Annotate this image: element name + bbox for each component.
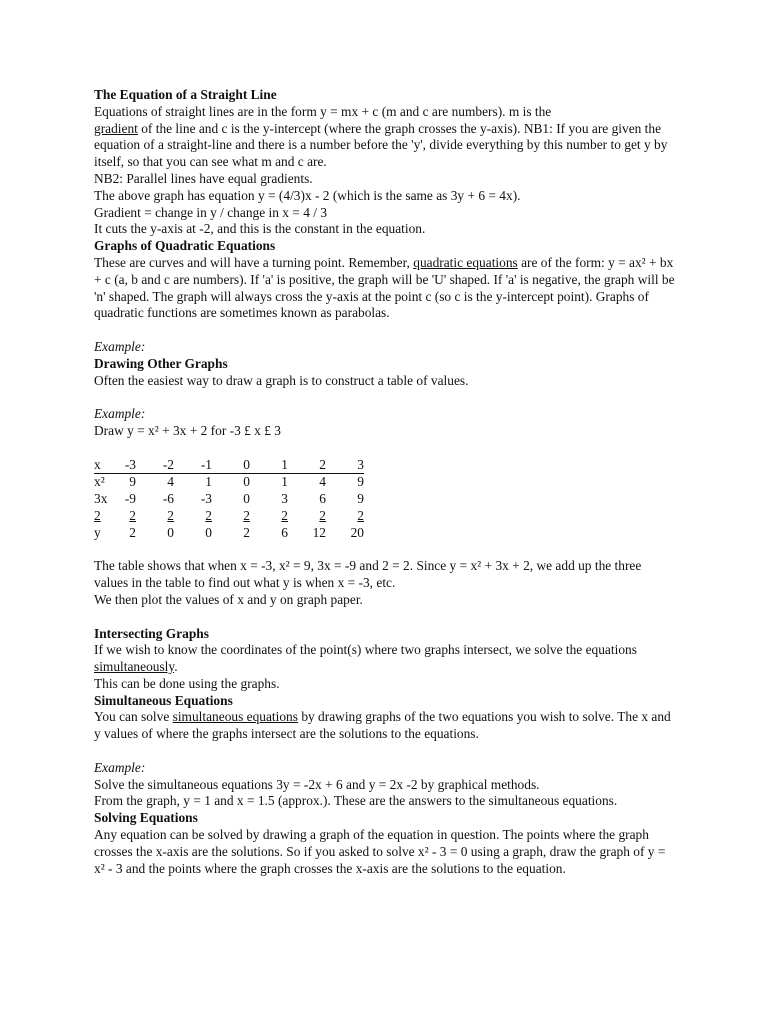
row-label: 3x <box>94 491 108 507</box>
simultaneous-paragraph <box>94 709 678 743</box>
heading-drawing-graphs: Drawing Other Graphs <box>94 355 228 371</box>
table-explanation: The table shows that when x = -3, x² = 9, 3x = -9 and 2 = 2. Since y = x² + 3x + 2, we add up the three values in the table to find out what y is when x = -3, etc. <box>94 558 642 591</box>
heading-intersecting-graphs: Intersecting Graphs <box>94 625 209 641</box>
values-table <box>94 457 364 542</box>
table-cell: 12 <box>312 524 326 540</box>
table-row <box>94 457 364 474</box>
draw-instruction: Draw y = x² + 3x + 2 for -3 £ x £ 3 <box>94 422 281 438</box>
text-run: If we wish to know the coordinates of the point(s) where two graphs intersect, we solve the equations <box>94 642 637 658</box>
table-cell: -6 <box>162 491 174 507</box>
intersecting-paragraph <box>94 642 678 676</box>
example-label: Example: <box>94 338 146 354</box>
text-run: are of the form: y = ax² + bx + c (a, b and c are numbers). If 'a' is positive, the graph will be 'U' shaped. If 'a' is negative, the graph will be 'n' shaped. The graph will always cross the y-axis at the point c (so c is the y-intercept point). Graphs of quadratic functions are sometimes known as parabolas. <box>94 254 675 321</box>
table-cell: 2 <box>319 507 326 523</box>
heading-simultaneous-equations: Simultaneous Equations <box>94 692 233 708</box>
table-cell: 0 <box>167 524 174 540</box>
table-cell: 9 <box>357 491 364 507</box>
example-label: Example: <box>94 406 146 422</box>
quadratic-paragraph <box>94 255 678 322</box>
table-row <box>94 525 364 542</box>
table-cell: 3 <box>281 491 288 507</box>
table-row <box>94 508 364 525</box>
table-cell: -2 <box>136 457 174 474</box>
table-of-values-intro: Often the easiest way to draw a graph is to construct a table of values. <box>94 372 469 388</box>
text-run: Equations of straight lines are in the form y = mx + c (m and c are numbers). m is the <box>94 103 552 119</box>
simultaneous-example-question: Solve the simultaneous equations 3y = -2x + 6 and y = 2x -2 by graphical methods. <box>94 776 540 792</box>
text-run: These are curves and will have a turning point. Remember, <box>94 254 414 270</box>
table-cell: 0 <box>243 491 250 507</box>
table-cell: 6 <box>281 524 288 540</box>
text-run: of the line and c is the y-intercept (where the graph crosses the y-axis). NB1: If you are given the equation of a straight-line and there is a number before the 'y', divide everything by this number to get y by itself, so that you can see what m and c are. <box>94 120 668 170</box>
table-cell: -9 <box>124 491 136 507</box>
gradient-link[interactable]: gradient <box>94 120 138 136</box>
graph-equation-line: The above graph has equation y = (4/3)x - 2 (which is the same as 3y + 6 = 4x). <box>94 187 521 203</box>
table-cell: 9 <box>129 474 136 490</box>
simultaneously-link[interactable]: simultaneously <box>94 659 175 675</box>
table-cell: 1 <box>250 457 288 474</box>
table-cell: 2 <box>243 524 250 540</box>
heading-straight-line: The Equation of a Straight Line <box>94 87 277 102</box>
table-cell: 0 <box>212 457 250 474</box>
straight-line-paragraph <box>94 104 678 171</box>
example-label: Example: <box>94 759 146 775</box>
row-label: x <box>94 457 124 474</box>
y-intercept-line: It cuts the y-axis at -2, and this is the constant in the equation. <box>94 221 426 237</box>
heading-solving-equations: Solving Equations <box>94 810 198 826</box>
table-cell: 4 <box>167 474 174 490</box>
table-cell: 6 <box>319 491 326 507</box>
table-cell: 2 <box>281 507 288 523</box>
using-graphs-line: This can be done using the graphs. <box>94 675 280 691</box>
table-cell: 20 <box>350 524 364 540</box>
quadratic-equations-link[interactable]: quadratic equations <box>413 254 518 270</box>
table-row <box>94 474 364 491</box>
table-cell: 2 <box>129 507 136 523</box>
solving-equations-paragraph: Any equation can be solved by drawing a graph of the equation in question. The points where the graph crosses the x-axis are the solutions. So if you asked to solve x² - 3 = 0 using a graph, draw the graph of y = x² - 3 and the points where the graph crosses the x-axis are the solutions to the equation. <box>94 827 666 876</box>
text-run: by drawing graphs of the two equations you wish to solve. The x and y values of where the graphs intersect are the solutions to the equations. <box>94 709 671 742</box>
text-run: . <box>174 659 178 675</box>
table-cell: 2 <box>129 524 136 540</box>
table-cell: 4 <box>319 474 326 490</box>
table-cell: -1 <box>174 457 212 474</box>
table-cell: 1 <box>281 474 288 490</box>
heading-quadratic: Graphs of Quadratic Equations <box>94 238 276 254</box>
table-cell: 1 <box>205 474 212 490</box>
text-run: You can solve <box>94 709 173 725</box>
table-cell: 2 <box>205 507 212 523</box>
table-cell: 9 <box>357 474 364 490</box>
table-cell: 0 <box>205 524 212 540</box>
row-label: y <box>94 524 101 540</box>
row-label: 2 <box>94 507 101 523</box>
table-cell: 2 <box>357 507 364 523</box>
simultaneous-equations-link[interactable]: simultaneous equations <box>172 709 298 725</box>
nb2-line: NB2: Parallel lines have equal gradients. <box>94 170 313 186</box>
table-cell: -3 <box>200 491 212 507</box>
plot-instruction: We then plot the values of x and y on graph paper. <box>94 591 363 607</box>
table-cell: 0 <box>243 474 250 490</box>
table-cell: 2 <box>288 457 326 474</box>
table-cell: 2 <box>167 507 174 523</box>
table-cell: 2 <box>243 507 250 523</box>
table-cell: 3 <box>326 457 364 474</box>
document-body <box>94 87 678 877</box>
table-row <box>94 491 364 508</box>
row-label: x² <box>94 474 105 490</box>
table-cell: -3 <box>124 457 136 474</box>
gradient-calc-line: Gradient = change in y / change in x = 4 / 3 <box>94 204 328 220</box>
simultaneous-example-answer: From the graph, y = 1 and x = 1.5 (approx.). These are the answers to the simultaneous equations. <box>94 793 618 809</box>
